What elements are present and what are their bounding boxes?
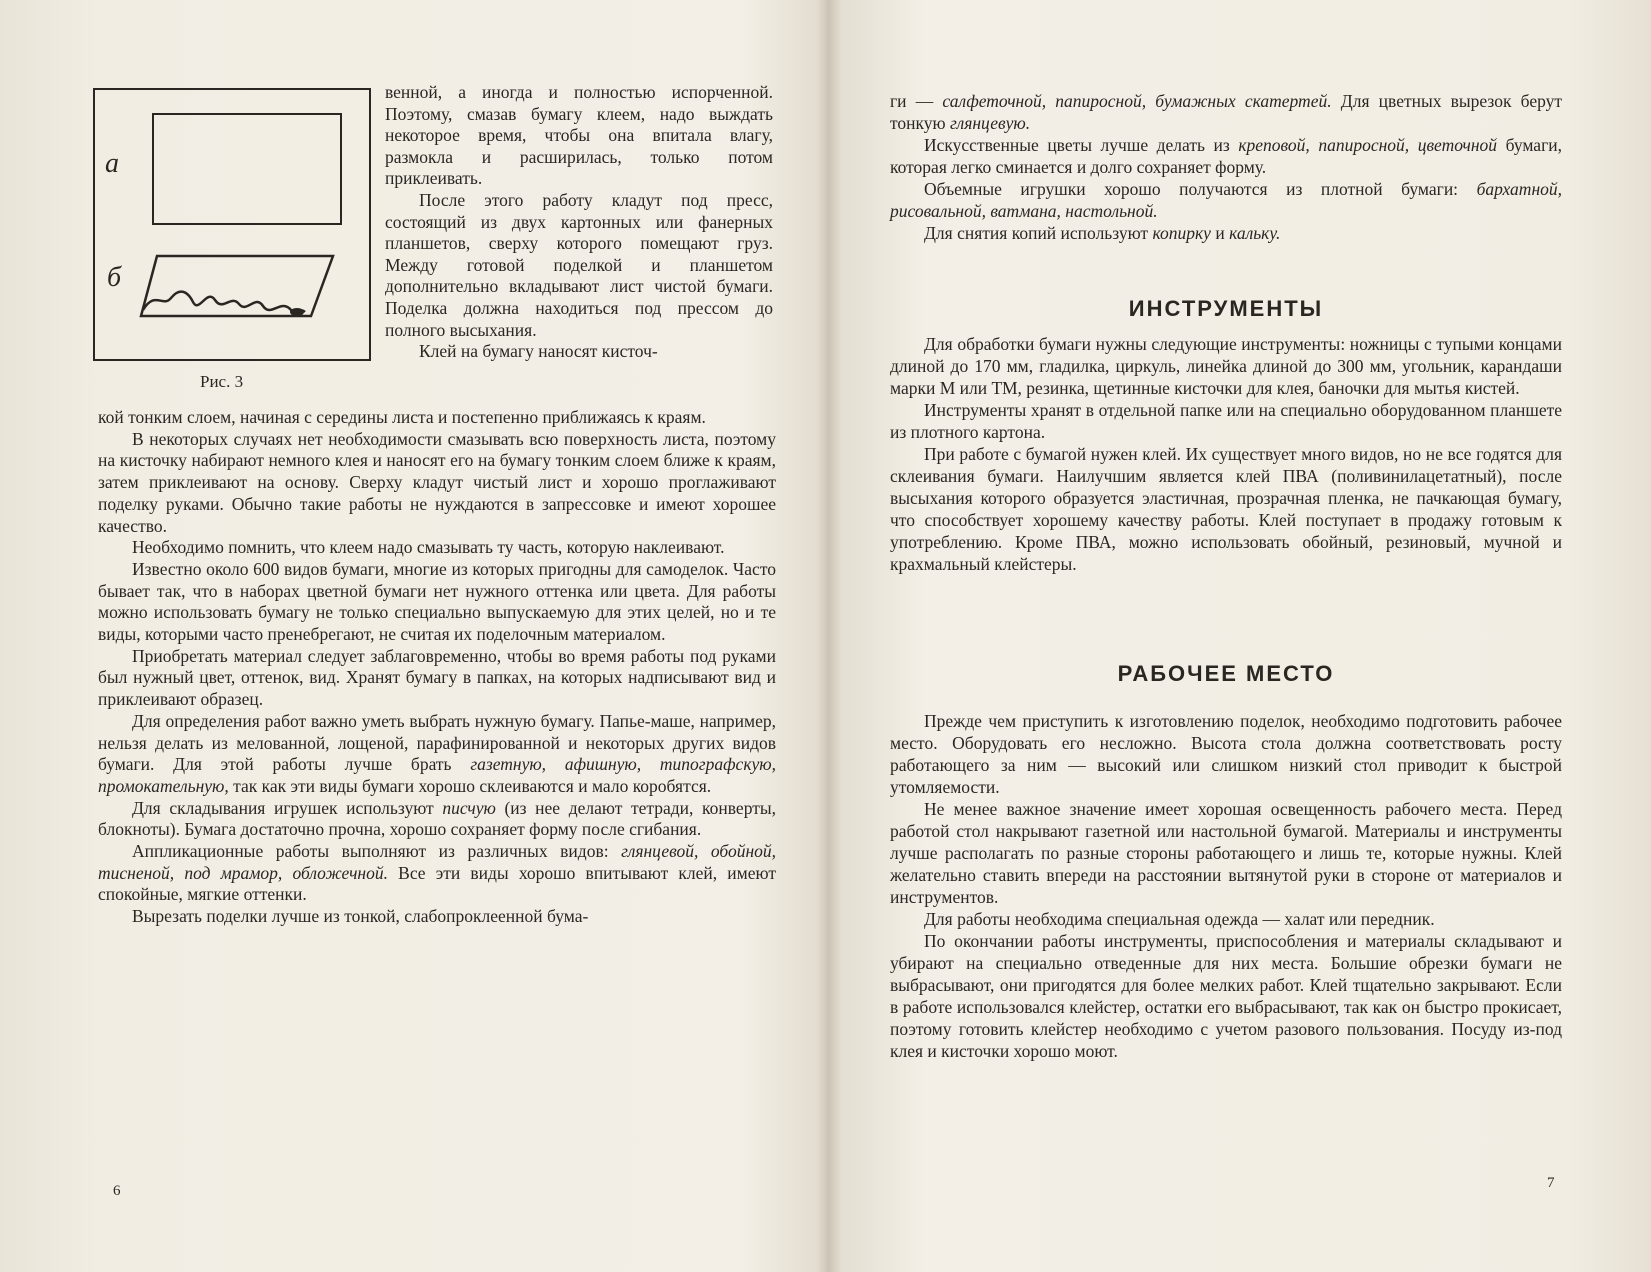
text-run: Для определения работ важно уметь выбрать нужную бумагу. Папье-маше, например, нельзя делать из мелованной, лощеной, парафинированной и некоторых других видов бумаги. Для этой работы лучше брать <box>98 710 776 775</box>
paragraph: Для работы необходима специальная одежда — халат или передник. <box>924 909 1435 929</box>
paragraph: кой тонким слоем, начиная с середины листа и постепенно приближаясь к краям. <box>98 407 706 427</box>
italic-text-run: глянцевую. <box>950 113 1031 133</box>
paragraph: После этого работу кладут под пресс, состоящий из двух картонных или фанерных планшетов, сверху которого помещают груз. Между готовой поделкой и планшетом дополнительно вкладывают лист чистой бумаги. Поделка должна находиться под прессом до полного высыхания. <box>385 189 773 340</box>
figure-label-b: б <box>107 262 122 293</box>
paragraph: Приобретать материал следует заблаговременно, чтобы во время работы под руками был нужный цвет, оттенок, вид. Хранят бумагу в папках, на которых надписывают вид и приклеивают образец. <box>98 645 776 710</box>
figure-3 <box>93 88 371 361</box>
paragraph: В некоторых случаях нет необходимости смазывать всю поверхность листа, поэтому на кисточку набирают немного клея и наносят его на бумагу тонким слоем ближе к краям, затем приклеивают на основу. Сверху кладут чистый лист и хорошо проглаживают поделку руками. Обычно такие работы не нуждаются в запрессовке и имеют хорошее качество. <box>98 428 776 536</box>
italic-text-run: копирку <box>1152 223 1211 243</box>
paragraph: Прежде чем приступить к изготовлению поделок, необходимо подготовить рабочее место. Оборудовать его несложно. Высота стола должна соответствовать росту работающего за ним — высокий или слишком низкий стол приводит к быстрой утомляемости. <box>890 711 1562 797</box>
paragraph: По окончании работы инструменты, приспособления и материалы складывают и убирают на специально отведенные для них места. Большие обрезки бумаги не выбрасывают, они пригодятся для более мелких работ. Клей тщательно закрывают. Если в работе использовался клейстер, остатки его выбрасывают, так как он быстро прокисает, поэтому готовить клейстер необходимо с учетом разового пользования. Посуду из-под клея и кисточки хорошо моют. <box>890 931 1562 1061</box>
paragraph <box>890 222 1562 244</box>
italic-text-run: креповой, папиросной, цветочной <box>1238 135 1498 155</box>
paragraph: Не менее важное значение имеет хорошая освещенность рабочего места. Перед работой стол накрывают газетной или настольной бумагой. Материалы и инструменты лучше располагать по разные стороны работающего и лишь те, которые нужны. Клей желательно ставить впереди на расстоянии вытянутой руки в стороне от материалов и инструментов. <box>890 799 1562 907</box>
paragraph: венной, а иногда и полностью испорченной. Поэтому, смазав бумагу клеем, надо выждать некоторое время, чтобы она впитала влагу, размокла и расширилась, только потом приклеивать. <box>385 82 773 189</box>
section-heading-workplace: РАБОЧЕЕ МЕСТО <box>1117 661 1335 686</box>
text-run: Для складывания игрушек используют <box>132 797 443 818</box>
figure-sheet-b-drawing <box>135 250 345 330</box>
tools-section <box>890 333 1562 575</box>
italic-text-run: кальку. <box>1229 223 1281 243</box>
paragraph <box>890 134 1562 178</box>
italic-text-run: салфеточной, папиросной, бумажных скатертей. <box>942 91 1332 111</box>
left-page <box>0 0 825 1272</box>
text-run: Для цветных вырезок берут тонкую <box>890 91 1563 133</box>
text-run: так как эти виды бумаги хорошо склеиваются и мало коробятся. <box>228 775 712 796</box>
paragraph: Известно около 600 видов бумаги, многие из которых пригодны для самоделок. Часто бывает так, что в наборах цветной бумаги нет нужного оттенка или цвета. Для работы можно использовать бумагу не только специально выпускаемую для этих целей, но и те виды, которыми часто пренебрегают, не считая их поделочным материалом. <box>98 558 776 645</box>
italic-text-run: глянцевой, обойной, тисненой, под мрамор, обложечной. <box>98 841 776 883</box>
paragraph: Инструменты хранят в отдельной папке или на специально оборудованном планшете из плотного картона. <box>890 400 1562 442</box>
text-run: Объемные игрушки хорошо получаются из плотной бумаги: <box>924 179 1477 199</box>
text-run: Искусственные цветы лучше делать из <box>924 135 1239 155</box>
paragraph: Для обработки бумаги нужны следующие инструменты: ножницы с тупыми концами длиной до 170 мм, гладилка, циркуль, линейка длиной до 300 мм, угольник, карандаши марки М или ТМ, резинка, щетинные кисточки для клея, баночки для мытья кистей. <box>890 334 1562 398</box>
page-number-right: 7 <box>1547 1175 1555 1191</box>
paragraph <box>98 711 776 798</box>
text-run: Все эти виды хорошо впитывают клей, имеют спокойные, мягкие оттенки. <box>98 862 776 905</box>
paragraph: Вырезать поделки лучше из тонкой, слабопроклеенной бума- <box>132 906 589 927</box>
paragraph <box>98 798 776 841</box>
text-run: и <box>1210 223 1230 243</box>
left-narrow-column <box>385 82 773 363</box>
paragraph <box>890 178 1562 222</box>
text-run: бумаги, которая легко сминается и долго сохраняет форму. <box>890 135 1562 177</box>
paragraph: Необходимо помнить, что клеем надо смазывать ту часть, которую наклеивают. <box>132 537 725 558</box>
italic-text-run: газетную, афишную, типографскую, промокательную, <box>98 754 776 796</box>
left-main-column <box>98 407 776 928</box>
paragraph <box>98 841 776 906</box>
workplace-section <box>890 710 1562 1062</box>
text-run: ги — <box>890 91 943 111</box>
figure-label-a: а <box>105 148 119 179</box>
figure-caption: Рис. 3 <box>200 372 244 391</box>
text-run: Для снятия копий используют <box>924 223 1153 243</box>
text-run: (из нее делают тетради, конверты, блокноты). Бумага достаточно прочна, хорошо сохраняет форму после сгибания. <box>98 797 776 840</box>
paragraph: Клей на бумагу наносят кисточ- <box>419 341 658 362</box>
italic-text-run: писчую <box>442 797 496 818</box>
paragraph <box>890 90 1562 134</box>
paragraph: При работе с бумагой нужен клей. Их существует много видов, но не все годятся для склеивания бумаги. Наилучшим является клей ПВА (поливинилацетатный), после высыхания которого образуется эластичная, прозрачная пленка, не пачкающая бумагу, что способствует хорошему качеству работы. Клей поступает в продажу готовым к употреблению. Кроме ПВА, можно использовать обойный, резиновый, мучной и крахмальный клейстеры. <box>890 444 1562 574</box>
figure-rectangle-a <box>152 113 342 225</box>
text-run: Аппликационные работы выполняют из различных видов: <box>132 841 622 862</box>
italic-text-run: бархатной, рисовальной, ватмана, настольной. <box>890 179 1562 221</box>
section-heading-tools: ИНСТРУМЕНТЫ <box>1128 296 1324 321</box>
page-number-left: 6 <box>113 1183 121 1199</box>
right-top-column <box>890 90 1562 244</box>
